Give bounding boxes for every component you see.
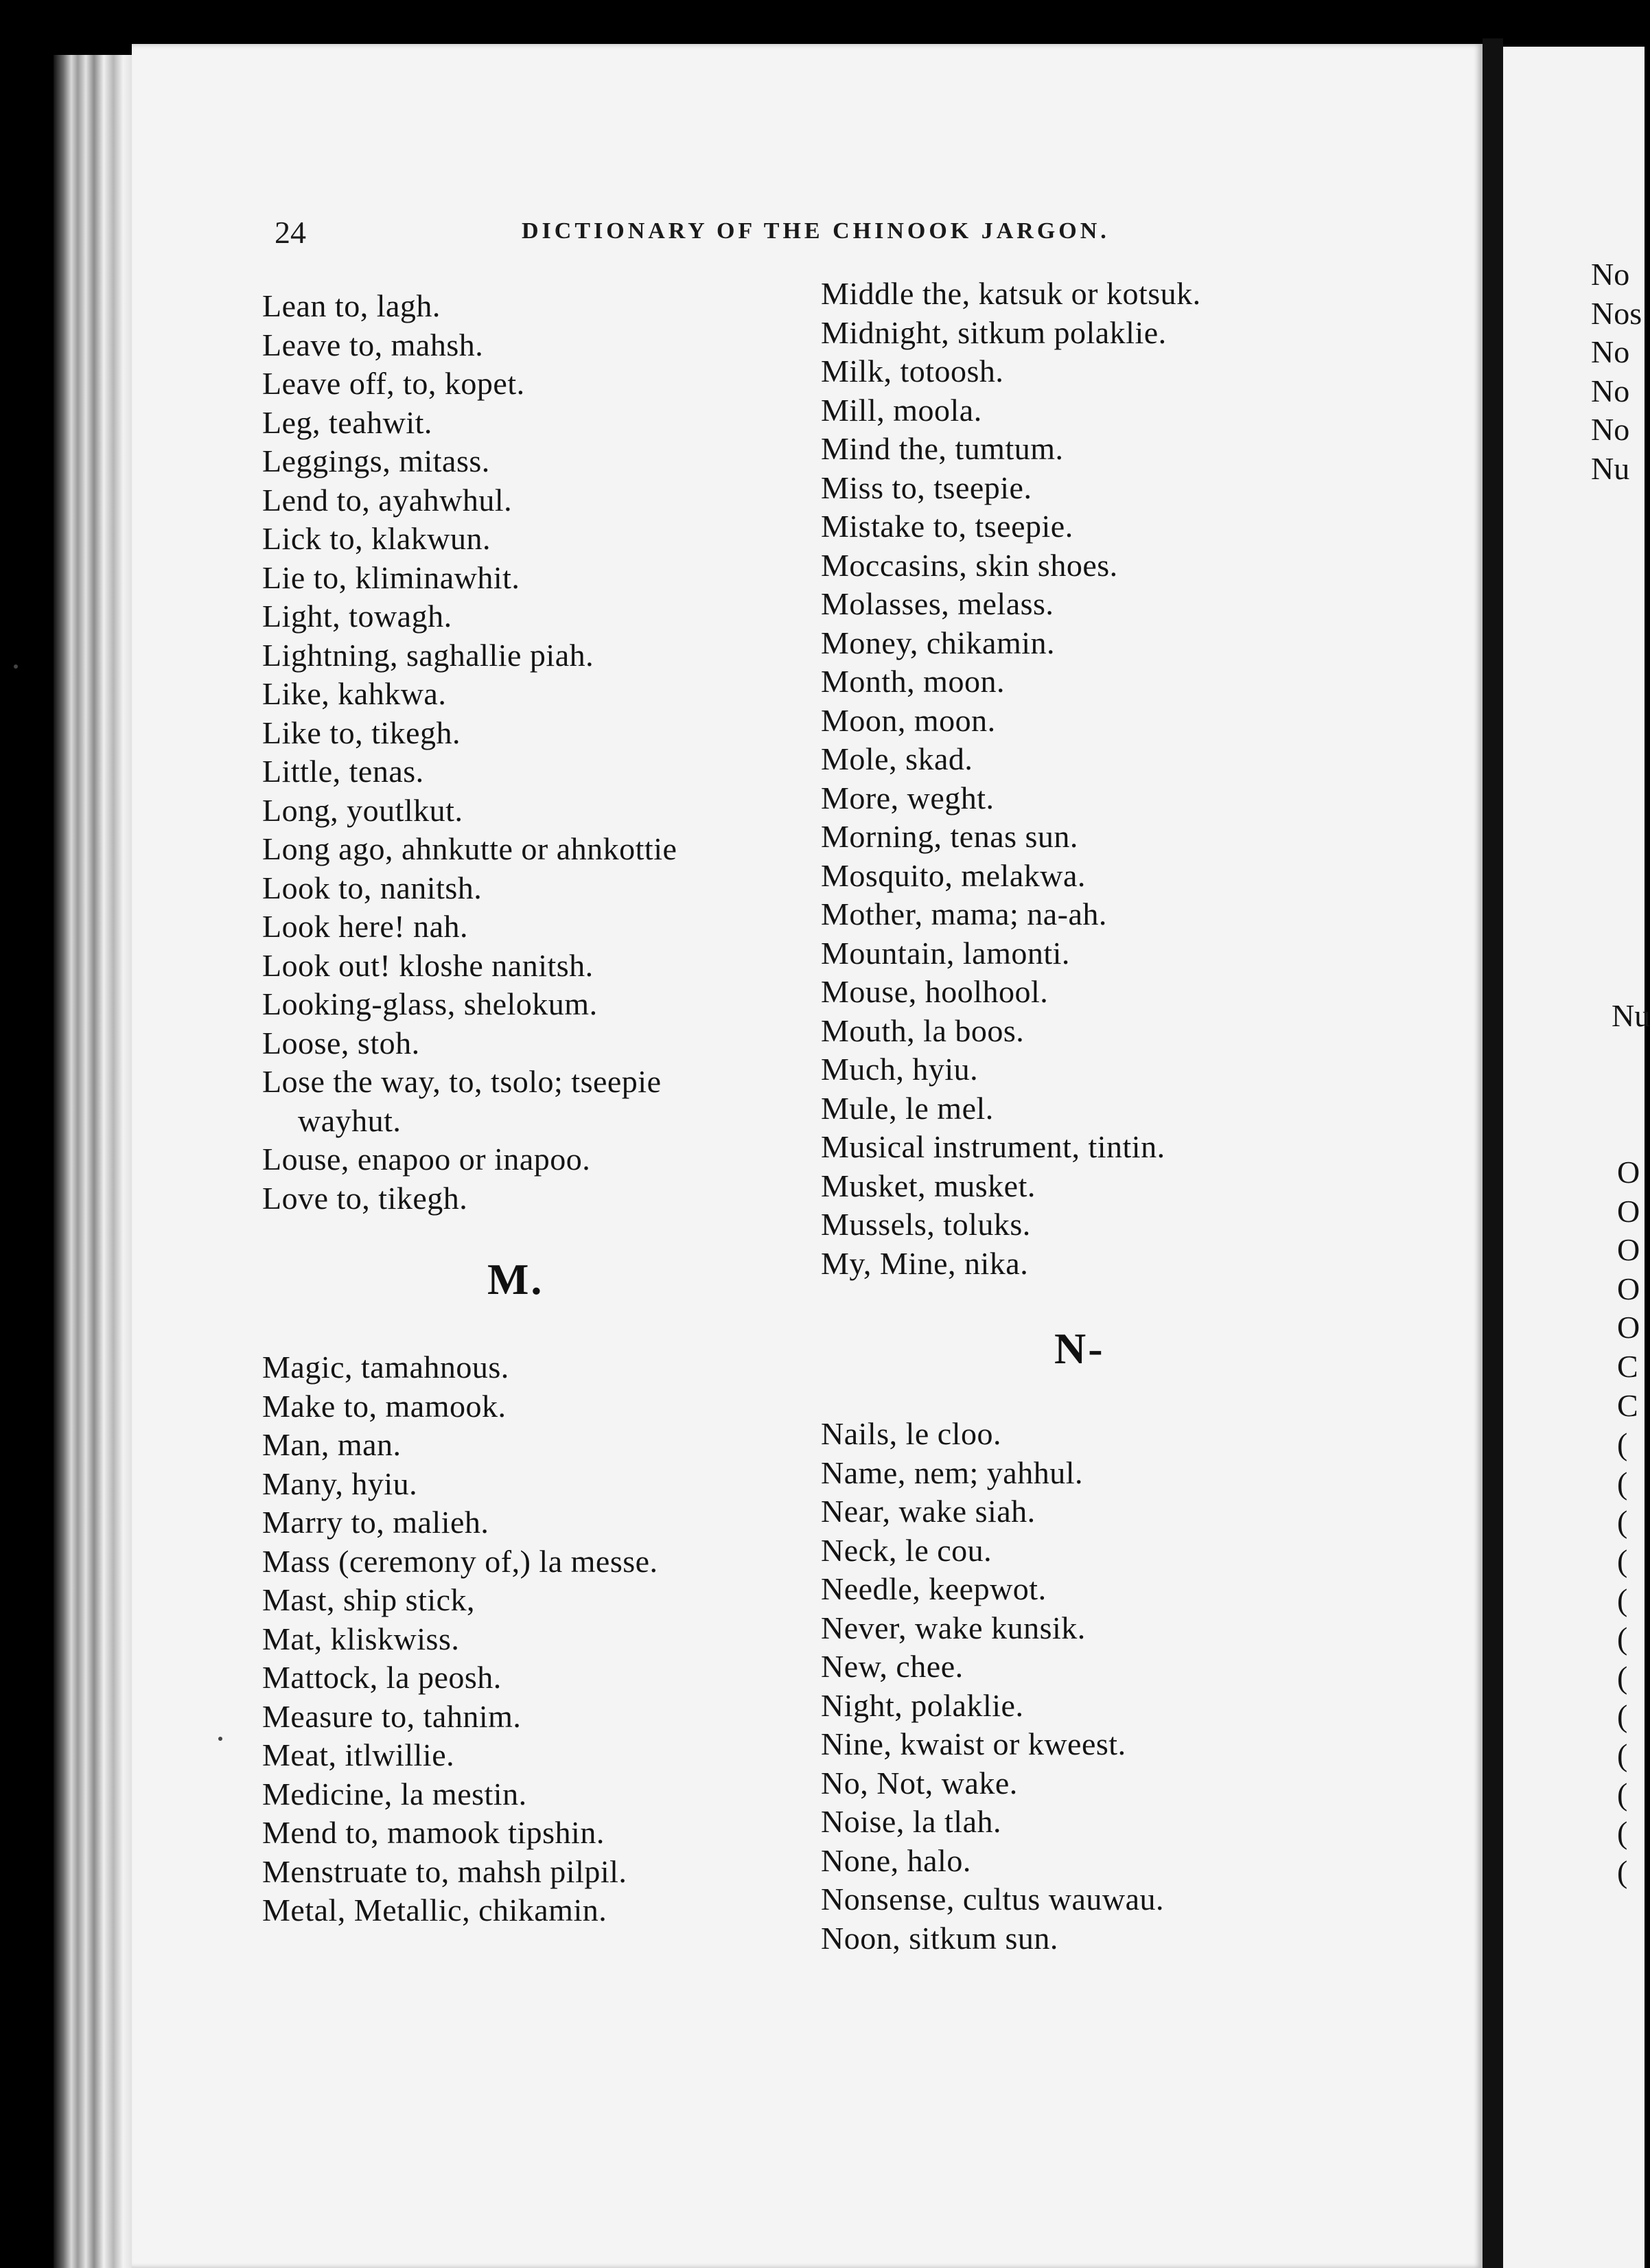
dictionary-entry: Name, nem; yahhul. (821, 1455, 1084, 1490)
dictionary-entry: Lend to, ayahwhul. (262, 482, 513, 518)
dictionary-entry: Near, wake siah. (821, 1494, 1036, 1529)
dictionary-entry: Meat, itlwillie. (262, 1737, 455, 1772)
dictionary-entry: Louse, enapoo or inapoo. (262, 1142, 591, 1177)
dictionary-entry: Like to, tikegh. (262, 715, 461, 750)
dictionary-entry: Like, kahkwa. (262, 676, 447, 711)
dictionary-entry: Noise, la tlah. (821, 1804, 1001, 1839)
scan-speck (218, 1737, 222, 1741)
dictionary-entry: Look to, nanitsh. (262, 870, 483, 905)
dictionary-entry: Leave to, mahsh. (262, 327, 484, 362)
adjacent-fragment: No (1591, 373, 1630, 408)
adjacent-fragment: C (1617, 1348, 1638, 1384)
adjacent-fragment: ( (1617, 1776, 1628, 1812)
dictionary-entry: Leave off, to, kopet. (262, 366, 525, 401)
adjacent-fragment: ( (1617, 1698, 1628, 1734)
dictionary-entry: Metal, Metallic, chikamin. (262, 1893, 607, 1928)
adjacent-page-fragment-mid (1612, 997, 1650, 1036)
dictionary-entry: Mouse, hoolhool. (821, 974, 1049, 1009)
dictionary-entry: Lean to, lagh. (262, 288, 441, 323)
dictionary-entry: Leg, teahwit. (262, 404, 432, 440)
dictionary-entry: Noon, sitkum sun. (821, 1920, 1058, 1956)
dictionary-entry: Marry to, malieh. (262, 1505, 489, 1540)
dictionary-entry: Musical instrument, tintin. (821, 1129, 1165, 1164)
dictionary-entry: Man, man. (262, 1427, 402, 1462)
dictionary-entry: Miss to, tseepie. (821, 470, 1032, 505)
adjacent-fragment: O (1617, 1271, 1640, 1306)
dictionary-entry: Needle, keepwot. (821, 1571, 1047, 1606)
dictionary-entry: Mass (ceremony of,) la messe. (262, 1543, 658, 1579)
dictionary-entry: None, halo. (821, 1842, 971, 1878)
adjacent-fragment: No (1591, 257, 1630, 292)
dictionary-entry: Mule, le mel. (821, 1090, 994, 1126)
dictionary-entry: More, weght. (821, 780, 995, 815)
dictionary-entry: Love to, tikegh. (262, 1180, 468, 1216)
dictionary-entry: Mouth, la boos. (821, 1012, 1025, 1048)
adjacent-page-fragments-bottom (1617, 1153, 1640, 1891)
dictionary-entry: No, Not, wake. (821, 1765, 1018, 1801)
dictionary-entry: Look out! kloshe nanitsh. (262, 947, 594, 983)
dictionary-entry: Long, youtlkut. (262, 792, 463, 828)
adjacent-fragment: C (1617, 1387, 1638, 1423)
dictionary-entry: Lose the way, to, tsolo; tseepie (262, 1064, 662, 1099)
dictionary-entry: Measure to, tahnim. (262, 1698, 522, 1734)
dictionary-entry: Milk, totoosh. (821, 354, 1004, 389)
dictionary-entry: My, Mine, nika. (821, 1245, 1029, 1281)
adjacent-fragment: ( (1617, 1737, 1628, 1772)
right-column (821, 275, 1370, 1958)
adjacent-fragment: No (1591, 334, 1630, 369)
dictionary-entry: Lightning, saghallie piah. (262, 637, 594, 673)
dictionary-entry: Mistake to, tseepie. (821, 509, 1073, 544)
dictionary-entry: Leggings, mitass. (262, 443, 490, 478)
dictionary-entry: Middle the, katsuk or kotsuk. (821, 276, 1201, 311)
dictionary-entry: Much, hyiu. (821, 1052, 979, 1087)
dictionary-entry: Mosquito, melakwa. (821, 857, 1086, 893)
scan-top-border (0, 0, 1645, 47)
dictionary-entry-continuation: wayhut. (298, 1102, 402, 1138)
entries-n (821, 1415, 1370, 1958)
dictionary-entry: Mind the, tumtum. (821, 431, 1064, 466)
dictionary-entry: Nails, le cloo. (821, 1416, 1001, 1451)
dictionary-entry: Mast, ship stick, (262, 1582, 476, 1617)
adjacent-fragment: O (1617, 1193, 1640, 1229)
dictionary-entry: Nonsense, cultus wauwau. (821, 1882, 1165, 1917)
adjacent-fragment: Nos (1591, 295, 1642, 331)
entries-l (262, 287, 811, 1218)
dictionary-entry: Many, hyiu. (262, 1466, 418, 1501)
dictionary-entry: Mattock, la peosh. (262, 1660, 502, 1695)
dictionary-entry: Little, tenas. (262, 754, 424, 789)
dictionary-entry: Mountain, lamonti. (821, 935, 1070, 971)
dictionary-entry: Nine, kwaist or kweest. (821, 1726, 1126, 1761)
adjacent-fragment: ( (1617, 1582, 1628, 1617)
adjacent-fragment: O (1617, 1155, 1640, 1190)
adjacent-fragment: ( (1617, 1542, 1628, 1578)
adjacent-fragment: ( (1617, 1853, 1628, 1889)
scan-speck (14, 664, 18, 669)
dictionary-entry: Month, moon. (821, 664, 1005, 699)
adjacent-fragment: No (1591, 412, 1630, 447)
adjacent-fragment: Nu (1591, 450, 1630, 486)
dictionary-entry: Midnight, sitkum polaklie. (821, 314, 1167, 350)
adjacent-fragment: Nu (1612, 998, 1650, 1033)
dictionary-entry: Night, polaklie. (821, 1687, 1024, 1723)
dictionary-entry: Mussels, toluks. (821, 1207, 1031, 1242)
dictionary-entry: Lie to, kliminawhit. (262, 559, 520, 595)
adjacent-fragment: ( (1617, 1426, 1628, 1462)
section-heading-n: N- (1054, 1324, 1105, 1373)
left-column (262, 287, 811, 1930)
running-head: DICTIONARY OF THE CHINOOK JARGON. (522, 218, 1110, 244)
dictionary-entry: Moccasins, skin shoes. (821, 547, 1118, 583)
adjacent-fragment: ( (1617, 1465, 1628, 1501)
dictionary-entry: Mother, mama; na-ah. (821, 896, 1107, 931)
dictionary-entry: Light, towagh. (262, 599, 452, 634)
dictionary-entry: Mole, skad. (821, 741, 973, 776)
book-page-edges (54, 55, 135, 2268)
book-gutter (1483, 38, 1503, 2268)
dictionary-entry: Looking-glass, shelokum. (262, 986, 598, 1021)
adjacent-fragment: ( (1617, 1659, 1628, 1695)
adjacent-fragment: ( (1617, 1504, 1628, 1540)
dictionary-entry: Musket, musket. (821, 1168, 1036, 1203)
dictionary-entry: Look here! nah. (262, 909, 468, 944)
dictionary-entry: New, chee. (821, 1649, 964, 1684)
entries-m-right (821, 275, 1370, 1283)
dictionary-entry: Long ago, ahnkutte or ahnkottie (262, 831, 677, 866)
adjacent-fragment: ( (1617, 1621, 1628, 1656)
dictionary-entry: Loose, stoh. (262, 1025, 420, 1061)
adjacent-fragment: ( (1617, 1815, 1628, 1851)
dictionary-entry: Medicine, la mestin. (262, 1776, 527, 1812)
dictionary-entry: Molasses, melass. (821, 586, 1054, 621)
dictionary-entry: Menstruate to, mahsh pilpil. (262, 1853, 627, 1889)
adjacent-page-fragments-top (1591, 255, 1642, 488)
dictionary-entry: Mend to, mamook tipshin. (262, 1815, 605, 1850)
dictionary-entry: Morning, tenas sun. (821, 819, 1078, 854)
dictionary-entry: Mat, kliskwiss. (262, 1621, 460, 1656)
dictionary-entry: Never, wake kunsik. (821, 1610, 1086, 1645)
adjacent-fragment: O (1617, 1310, 1640, 1345)
dictionary-entry: Money, chikamin. (821, 625, 1056, 660)
dictionary-entry: Lick to, klakwun. (262, 521, 491, 556)
section-heading-m: M. (487, 1255, 544, 1304)
dictionary-entry: Neck, le cou. (821, 1532, 992, 1568)
dictionary-entry: Mill, moola. (821, 392, 982, 428)
page-header (275, 214, 1441, 255)
adjacent-fragment: O (1617, 1232, 1640, 1268)
dictionary-entry: Magic, tamahnous. (262, 1350, 509, 1385)
dictionary-entry: Make to, mamook. (262, 1388, 507, 1424)
page-number: 24 (275, 215, 306, 250)
entries-m-left (262, 1348, 811, 1930)
dictionary-entry: Moon, moon. (821, 702, 996, 738)
